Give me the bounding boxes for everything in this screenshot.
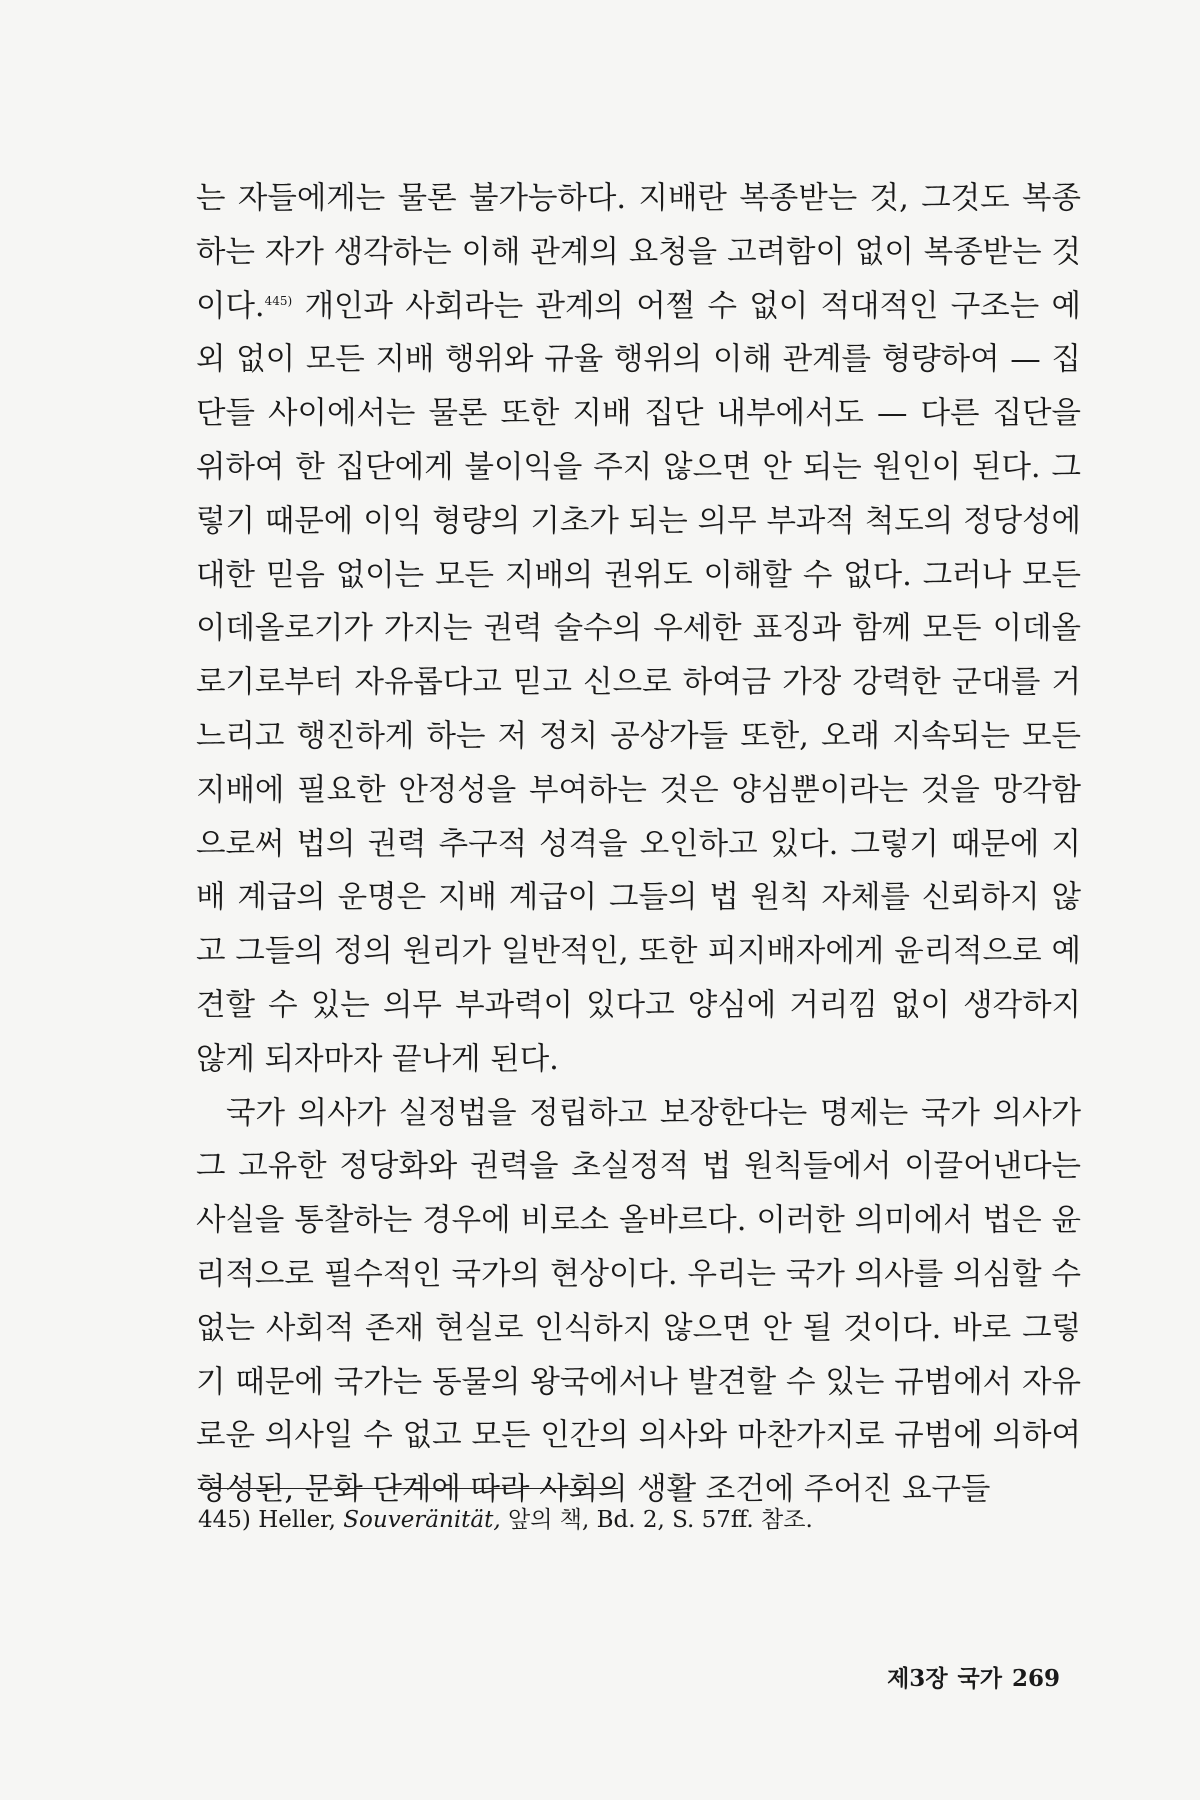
chapter-label: 제3장	[887, 1665, 948, 1692]
paragraph-2: 국가 의사가 실정법을 정립하고 보장한다는 명제는 국가 의사가 그 고유한 정당화와 권력을 초실정적 법 원칙들에서 이끌어낸다는 사실을 통찰하는 경우에 비로소 올바르다. 이러한 의미에서 법은 윤리적으로 필수적인 국가의 현상이다. 우리는 국가 의사를 의심할 수 없는 사회적 존재 현실로 인식하지 않으면 안 될 것이다. 바로 그렇기 때문에 국가는 동물의 왕국에서나 발견할 수 있는 규범에서 자유로운 의사일 수 없고 모든 인간의 의사와 마찬가지로 규범에 의하여 형성된, 문화 단계에 따라 사회의 생활 조건에 주어진 요구들	[196, 1095, 1081, 1508]
paragraph-1-text-b: 개인과 사회라는 관계의 어쩔 수 없이 적대적인 구조는 예외 없이 모든 지배 행위와 규율 행위의 이해 관계를 형량하여 — 집단들 사이에서는 물론 또한 지배 집단 내부에서도 — 다른 집단을 위하여 한 집단에게 불이익을 주지 않으면 안 되는 원인이 된다. 그렇기 때문에 이익 형량의 기초가 되는 의무 부과적 척도의 정당성에 대한 믿음 없이는 모든 지배의 권위도 이해할 수 없다. 그러나 모든 이데올로기가 가지는 권력 술수의 우세한 표징과 함께 모든 이데올로기로부터 자유롭다고 믿고 신으로 하여금 가장 강력한 군대를 거느리고 행진하게 하는 저 정치 공상가들 또한, 오래 지속되는 모든 지배에 필요한 안정성을 부여하는 것은 양심뿐이라는 것을 망각함으로써 법의 권력 추구적 성격을 오인하고 있다. 그렇기 때문에 지배 계급의 운명은 지배 계급이 그들의 법 원칙 자체를 신뢰하지 않고 그들의 정의 원리가 일반적인, 또한 피지배자에게 윤리적으로 예견할 수 있는 의무 부과력이 있다고 양심에 거리낌 없이 생각하지 않게 되자마자 끝나게 된다.	[196, 288, 1081, 1077]
paragraph-1-text-a: 는 자들에게는 물론 불가능하다. 지배란 복종받는 것, 그것도 복종하는 자가 생각하는 이해 관계의 요청을 고려함이 없이 복종받는 것이다.	[196, 181, 1081, 324]
footnote	[198, 1505, 813, 1535]
running-footer	[887, 1660, 1060, 1693]
footnote-reference: 445)	[264, 293, 293, 308]
body-text	[196, 172, 1081, 1517]
paragraph-1	[196, 172, 1081, 1087]
footnote-citation: 앞의 책, Bd. 2, S. 57ff. 참조.	[508, 1507, 813, 1533]
page-number: 269	[1011, 1665, 1060, 1692]
footnote-divider	[198, 1488, 618, 1489]
chapter-title: 국가	[957, 1665, 1002, 1692]
footnote-number: 445)	[198, 1507, 251, 1533]
footnote-author: Heller,	[258, 1507, 336, 1533]
footnote-work-title: Souveränität,	[343, 1507, 501, 1533]
